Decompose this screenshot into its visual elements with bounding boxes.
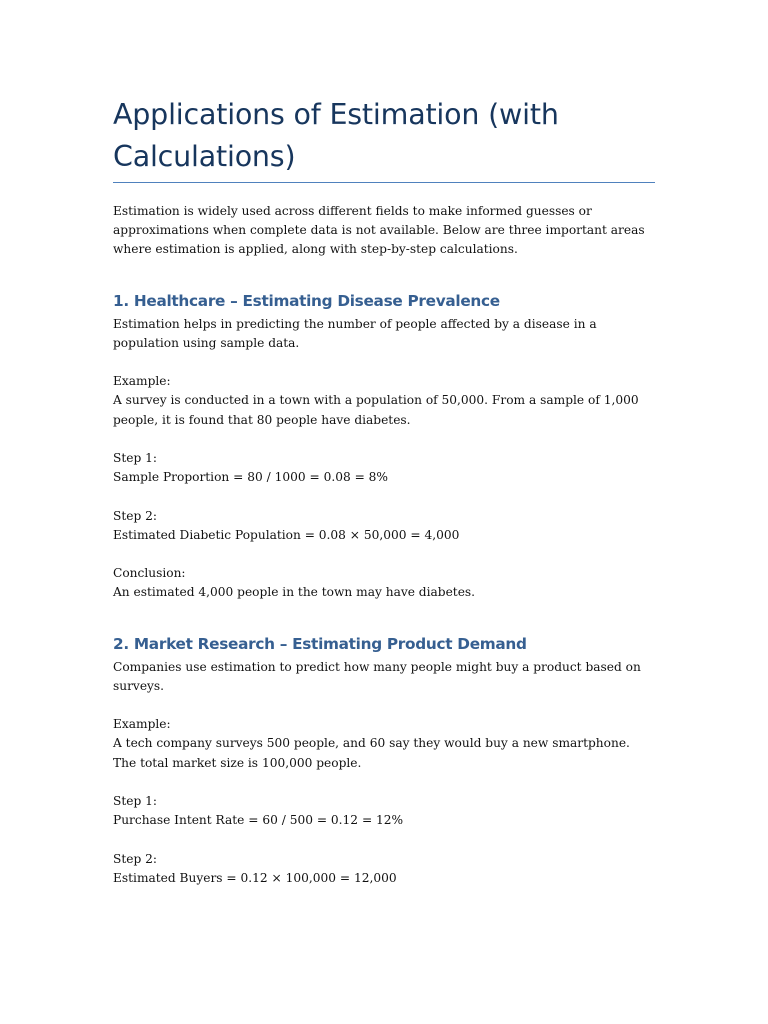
- paragraph-spacer: [113, 353, 655, 372]
- example-text: A tech company surveys 500 people, and 60 say they would buy a new smartphone. The total market size is 100,000 people.: [113, 736, 630, 770]
- paragraph-spacer: [113, 696, 655, 715]
- section-description: Estimation helps in predicting the number of people affected by a disease in a population using sample data.: [113, 316, 597, 350]
- example-text: A survey is conducted in a town with a population of 50,000. From a sample of 1,000 people, it is found that 80 people have diabetes.: [113, 393, 639, 427]
- conclusion-label: Conclusion:: [113, 566, 186, 581]
- paragraph-spacer: [113, 430, 655, 449]
- example-label: Example:: [113, 717, 171, 732]
- step-2-label: Step 2:: [113, 851, 157, 866]
- step-2-text: Estimated Diabetic Population = 0.08 × 50,000 = 4,000: [113, 527, 460, 542]
- paragraph-spacer: [113, 830, 655, 849]
- section-heading-healthcare: 1. Healthcare – Estimating Disease Prevalence: [113, 291, 500, 310]
- document-body: [113, 94, 655, 888]
- title-divider: [113, 182, 655, 183]
- section-description: Companies use estimation to predict how many people might buy a product based on surveys.: [113, 659, 641, 693]
- paragraph-spacer: [113, 773, 655, 792]
- conclusion-text: An estimated 4,000 people in the town may have diabetes.: [113, 585, 476, 600]
- step-1-text: Purchase Intent Rate = 60 / 500 = 0.12 = 12%: [113, 813, 404, 828]
- paragraph-spacer: [113, 545, 655, 564]
- intro-paragraph: Estimation is widely used across different fields to make informed guesses or approximations when complete data is not available. Below are three important areas where estimation is applied, along with step-by-step calculations.: [113, 204, 645, 257]
- example-label: Example:: [113, 374, 171, 389]
- document-title: Applications of Estimation (with Calculations): [113, 98, 559, 173]
- step-1-text: Sample Proportion = 80 / 1000 = 0.08 = 8%: [113, 470, 388, 485]
- step-2-label: Step 2:: [113, 508, 157, 523]
- paragraph-spacer: [113, 487, 655, 506]
- step-1-label: Step 1:: [113, 451, 157, 465]
- step-2-text: Estimated Buyers = 0.12 × 100,000 = 12,000: [113, 870, 397, 885]
- section-heading-market-research: 2. Market Research – Estimating Product Demand: [113, 634, 527, 653]
- step-1-label: Step 1:: [113, 793, 157, 808]
